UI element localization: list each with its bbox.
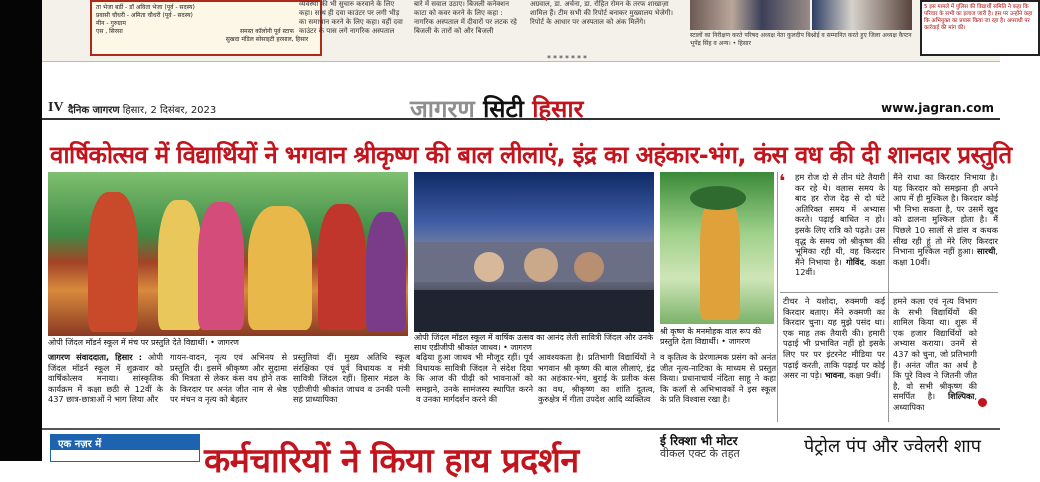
photo1-caption: ओपी जिंदल मॉडर्न स्कूल में मंच पर प्रस्तुति देते विद्यार्थी। • जागरण	[48, 338, 408, 348]
greeting-ad	[90, 0, 322, 56]
student-quote-1: हम रोज दो से तीन घंटे तैयारी कर रहे थे। वलास समय के बाद हर रोज देढ़ से दो घंटे अतिरिक्त समय में अभ्यास करते। पढ़ाई बाधित न हो। इसके लिए रात्रि को पढ़ते। उस वृद्ध के समय जो श्रीकृष्ण की भूमिका रही थी, वह किरदार मैंने निभाया है। गोविंद, कक्षा 12वीं।	[795, 172, 885, 278]
quote-4-text: हमने कला एवं नृत्य विभाग के सभी विद्यार्थियों की शामिल किया था। शुरू में एक हजार विद्यार्थियों को अभ्यास कराया। उनमें से 437 को चुना, जो प्रतिभागी हैं। अनंत जीत का अर्थ है कि पूरे विश्व ने जितनी जीत है, वो सभी श्रीकृष्ण की समर्पित है।	[893, 296, 977, 402]
erickshaw-headline: ई रिक्शा भी मोटर	[660, 434, 738, 448]
article-col-1	[48, 352, 163, 418]
article-col-4: बढ़िया हुआ जाधव भी मौजूद रहीं। पूर्व विधायक सावित्री जिंदल ने संदेश दिया कि आज की पीढ़ी को भावनाओं को समझने, उनके सामंजस्य स्थापित करने व उनका मार्गदर्शन करने की	[416, 352, 533, 405]
quote-2-text: मैंने राधा का किरदार निभाया है। यह किरदार को समझना ही अपने आप में ही मुश्किल है। किरदार कोई भी निभा सकता है, पर उसमें खुद को ढालना मुश्किल होता है। मैं पिछले 10 सालों से डांस व कथक सीख रही हूं तो मेरे लिए किरदार निभाना मुश्किल नहीं हुआ।	[893, 172, 998, 257]
separator-stars: *******	[547, 54, 589, 63]
article-col-2: गायन-वादन, नृत्य एवं अभिनय से प्रस्तुति दी। इसमें श्रीकृष्ण और सुदामा की मित्रता से लेकर कंस वध होने तक के किरदार पर अनंत जीत नाम से श्रेष्ठ पर मंचन व नृत्य को बेहतर	[170, 352, 287, 405]
prev-col-1: व्यवस्था की भी सुचारु करवाने के लिए कहा। साथ ही दवा काउंटर पर लगी भीड़ का समाधान करने के लिए कहा। वहीं दवा काउंटर के पास लगे नागरिक अस्पताल	[299, 0, 403, 35]
article-col-1-text: ओपी जिंदल मॉडर्न स्कूल में शुक्रवार को वार्षिकोत्सव मनाया। सांस्कृतिक कार्यक्रम में कक्षा छठी से 12वीं के 437 छात्र-छात्राओं ने भाग लिया और	[48, 352, 163, 405]
quote-1-class: कक्षा 12वीं।	[795, 256, 885, 278]
byline: जागरण संवाददाता, हिसार :	[48, 352, 142, 362]
student-quote-3: टीचर ने यशोदा, रुक्मणी कई किरदार बताए। मैंने रुक्मणी का किरदार चुना। यह मुझे पसंद था। एक माह तक तैयारी की। हमारी पढ़ाई भी प्रभावित नहीं हो इसके लिए पर पर इंटरनेट मीडिया पर पढ़ाई करती, ताकि पढ़ाई पर कोई असर ना पड़े। भावना, कक्षा 9वीं।	[783, 296, 885, 381]
quote-divider	[780, 292, 998, 293]
section-brand	[410, 92, 583, 125]
quote-1-credit: गोविंद	[846, 256, 864, 267]
prev-photo-1	[690, 0, 810, 30]
audience-photo	[414, 172, 654, 332]
ad-text: प्रवासी चौधरी - अमिता चौधरी (पूर्व - सदस्य) मीन - गुरुग्राम एस , सिरसा	[96, 12, 193, 35]
prev-photo-caption: स्टालों का निरीक्षण करते परिषद अध्यक्ष नेता कुलदीप बिश्नोई व सम्मानित करते हुए जिला अध्यक्ष कैप्टन भूपेंद्र सिंह व अन्य। • हिसार	[690, 32, 912, 47]
teacher-quote: हमने कला एवं नृत्य विभाग के सभी विद्यार्थियों की शामिल किया था। शुरू में एक हजार विद्यार्थियों को अभ्यास कराया। उनमें से 437 को चुना, जो प्रतिभागी हैं। अनंत जीत का अर्थ है कि पूरे विश्व ने जितनी जीत है, वो सभी श्रीकृष्ण की समर्पित है। शिल्पिका, अध्यापिका	[893, 296, 977, 412]
petrol-headline: पेट्रोल पंप और ज्वेलरी शाप	[804, 436, 981, 457]
city-date: हिसार, 2 दिसंबर, 2023	[122, 105, 217, 116]
photo3-caption: श्री कृष्ण के मनमोहक वाल रूप की प्रस्तुति देता विद्यार्थी। • जागरण	[660, 327, 774, 347]
prev-col-3: अग्रवाल, डा. अर्चना, डा. रोहित रोमन के तरफ शाखाज़ा शामिल हैं। टीम सभी की रिपोर्ट बनाकर मुख्यालय भेजेगी। रिपोर्ट के आधार पर अस्पताल को अंक मिलेंगे।	[530, 0, 674, 26]
end-dot	[978, 398, 987, 407]
bottom-headline: कर्मचारियों ने किया हाय प्रदर्शन	[204, 441, 579, 481]
quote-4-credit: शिल्पिका	[948, 391, 975, 402]
website-url: www.jagran.com	[881, 101, 994, 115]
quote-3-class: कक्षा 9वीं।	[849, 370, 881, 381]
article-col-6: व कृतित्व के प्रेरणात्मक प्रसंग को अनंत जीत नृत्य-नाटिका के माध्यम से प्रस्तुत किया। प्रधानाचार्य नंदिता साहू ने कहा कि कलाँ से अभिभावकों ने इस स्कूल के प्रति विश्वास रखा है।	[660, 352, 776, 405]
ek-nazar-box	[50, 450, 200, 462]
next-story-band	[42, 428, 1000, 481]
page-number: IV	[48, 100, 64, 115]
previous-page-strip	[42, 0, 1033, 63]
krishna-dancer-photo	[660, 172, 774, 324]
ad-right-text: समस्त कॉलोनी पूर्व स्टाफ सुखदा मंडिल सोसाइटी हरसाल, हिसार	[225, 28, 309, 43]
quote-3-text: टीचर ने यशोदा, रुक्मणी कई किरदार बताए। मैंने रुक्मणी का किरदार चुना। यह मुझे पसंद था। एक माह तक तैयारी की। हमारी पढ़ाई भी प्रभावित नहीं हो इसके लिए पर पर इंटरनेट मीडिया पर पढ़ाई करती, ताकि पढ़ाई पर कोई असर ना पड़े।	[783, 296, 885, 381]
brand-city: सिटी	[483, 95, 524, 123]
dateline	[68, 102, 216, 116]
column-divider	[777, 172, 778, 422]
paper-name: दैनिक जागरण	[68, 105, 120, 116]
photo2-caption: ओपी जिंदल मॉडल स्कूल में वार्षिक उत्सव का आनंद लेती सावित्री जिंदल और उनके साथ एडीजीपी श्रीकांत जाधव। • जागरण	[414, 333, 654, 352]
brand-hisar: हिसार	[532, 95, 584, 123]
ad-top-line: ता भेजा बर्डी - डॉ अविता भेजा (पूर्व - सदस्य)	[96, 4, 195, 11]
notice-box: 5 इस मामले में पुलिस की विद्यार्थी समिति ने कहा कि परिवार के सभी का इलाज जारी है। इस पर उन्होंने कहा कि अभियुक्त का प्रयास किया जा रहा है। अपराधी पर कार्रवाई की मांग की।	[920, 0, 1040, 56]
ek-nazar-label: एक नज़र में	[50, 434, 200, 450]
quote-3-credit: भावना	[824, 370, 844, 381]
column-divider	[888, 172, 889, 422]
student-quote-2: मैंने राधा का किरदार निभाया है। यह किरदार को समझना ही अपने आप में ही मुश्किल है। किरदार कोई भी निभा सकता है, पर उसमें खुद को ढालना मुश्किल होता है। मैं पिछले 10 सालों से डांस व कथक सीख रही हूं तो मेरे लिए किरदार निभाना मुश्किल नहीं हुआ। सारथी, कक्षा 10वीं।	[893, 172, 999, 267]
erickshaw-subhead: वीकल एक्ट के तहत	[660, 447, 740, 460]
quote-2-class: कक्षा 10वीं।	[893, 256, 931, 267]
scan-edge	[0, 0, 42, 461]
quote-4-class: अध्यापिका	[893, 401, 925, 412]
article-col-5: आवश्यकता है। प्रतिभागी विद्यार्थियों ने भगवान श्री कृष्ण की बाल लीलाएं, इंद्र का अहंकार-भंग, बुराई के प्रतीक कंस का वध, श्रीकृष्ण का शांति दूतत्व, कुरुक्षेत्र में गीता उपदेश आदि व्यक्तित्व	[538, 352, 655, 405]
prev-col-2: बारे में सवाल उठाए। बिजली कनेक्शन काटा को कवर करने के लिए कहा : नागरिक अस्पताल में दीवारों पर लटक रहे बिजली के तारों को और बिजली	[414, 0, 517, 35]
stage-performance-photo	[48, 172, 408, 336]
main-headline: वार्षिकोत्सव में विद्यार्थियों ने भगवान श्रीकृष्ण की बाल लीलाएं, इंद्र का अहंकार-भंग, कंस वध की दी शानदार प्रस्तुति	[50, 141, 1012, 169]
quote-2-credit: सारथी	[977, 246, 996, 257]
brand-jagran: जागरण	[410, 95, 475, 123]
quote-mark-icon: ❛	[779, 171, 786, 192]
quote-1-text: हम रोज दो से तीन घंटे तैयारी कर रहे थे। वलास समय के बाद हर रोज देढ़ से दो घंटे अतिरिक्त समय में अभ्यास करते। पढ़ाई बाधित न हो। इसके लिए रात्रि को पढ़ते। उस वृद्ध के समय जो श्रीकृष्ण की भूमिका रही थी, वह किरदार मैंने निभाया है।	[795, 172, 885, 267]
article-col-3: प्रस्तुतियां दीं। मुख्य अतिथि स्कूल संरक्षिका एवं पूर्व विधायक व मंत्री सावित्री जिंदल रहीं। हिसार मंडल के एडीजीपी श्रीकांत जाधव व उनकी पत्नी सह प्राध्यापिका	[293, 352, 410, 405]
masthead	[42, 95, 1000, 123]
prev-photo-2	[812, 0, 912, 30]
